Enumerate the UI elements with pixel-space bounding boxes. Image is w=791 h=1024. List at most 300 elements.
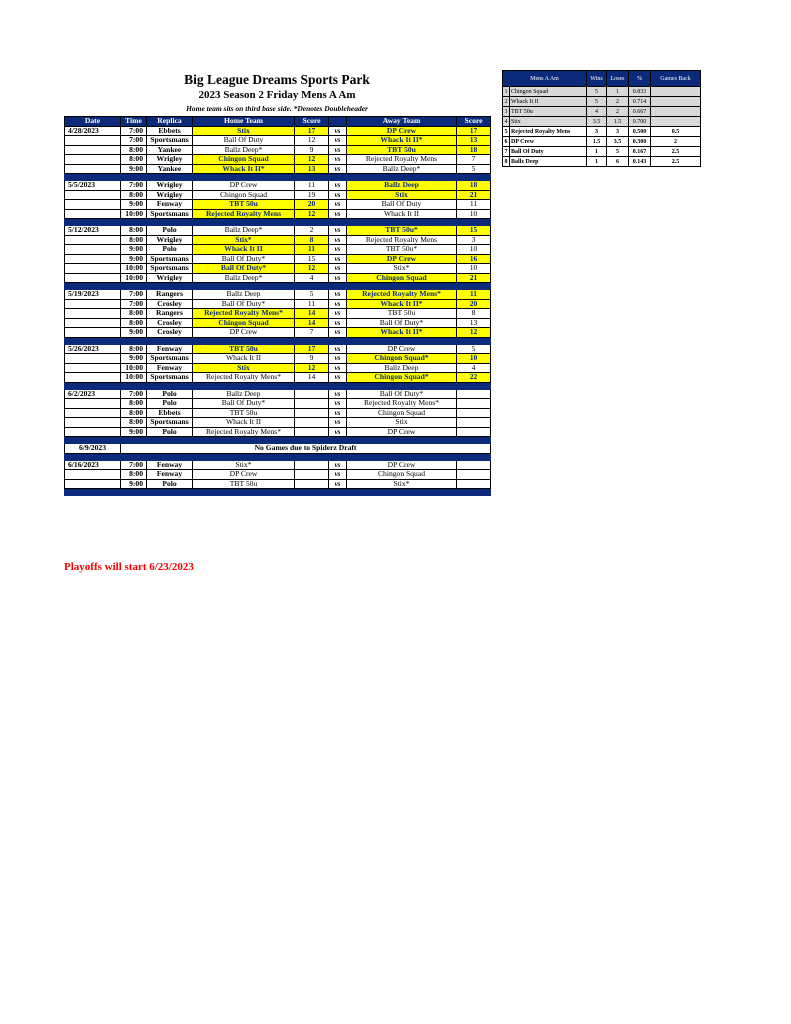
- home-score: 12: [295, 363, 329, 373]
- vs-label: vs: [329, 299, 347, 309]
- home-score: 13: [295, 164, 329, 174]
- separator-cell: [65, 174, 491, 181]
- away-team: TBT 50u*: [347, 245, 457, 255]
- standings-games-back: 2.5: [651, 147, 701, 157]
- col-date: Date: [65, 117, 121, 127]
- game-date: [65, 427, 121, 437]
- standings-pct: 0.143: [629, 157, 651, 167]
- standings-row: [503, 127, 701, 137]
- vs-label: vs: [329, 264, 347, 274]
- standings-row: [503, 147, 701, 157]
- game-date: [65, 399, 121, 409]
- table-row: [65, 181, 491, 191]
- standings-wins: 1: [587, 147, 607, 157]
- table-row: [65, 126, 491, 136]
- vs-label: vs: [329, 470, 347, 480]
- away-team: Whack It II*: [347, 299, 457, 309]
- game-replica: Yankee: [147, 164, 193, 174]
- standings-games-back: 2: [651, 137, 701, 147]
- standings-pct: 0.500: [629, 127, 651, 137]
- week-separator: [65, 283, 491, 290]
- home-team: Stix*: [193, 460, 295, 470]
- home-team: TBT 50u: [193, 479, 295, 489]
- standings-pct: 0.167: [629, 147, 651, 157]
- game-time: 8:00: [121, 155, 147, 165]
- standings-rank: 1: [504, 88, 508, 95]
- home-team: Rejected Royalty Mens: [193, 209, 295, 219]
- standings-row: [503, 107, 701, 117]
- game-replica: Sportsmans: [147, 373, 193, 383]
- home-team: TBT 50u: [193, 344, 295, 354]
- home-team: Rejected Royalty Mens*: [193, 427, 295, 437]
- away-score: 13: [457, 318, 491, 328]
- standings-row: [503, 117, 701, 127]
- table-row: [65, 264, 491, 274]
- away-score: 21: [457, 273, 491, 283]
- vs-label: vs: [329, 181, 347, 191]
- home-team: DP Crew: [193, 181, 295, 191]
- game-time: 9:00: [121, 479, 147, 489]
- vs-label: vs: [329, 245, 347, 255]
- game-date: [65, 299, 121, 309]
- game-date: [65, 254, 121, 264]
- game-replica: Wrigley: [147, 181, 193, 191]
- away-team: TBT 50u*: [347, 226, 457, 236]
- game-replica: Polo: [147, 226, 193, 236]
- standings-loses: 1.5: [607, 117, 629, 127]
- standings-rank: 2: [504, 98, 508, 105]
- standings-loses: 5: [607, 147, 629, 157]
- vs-label: vs: [329, 273, 347, 283]
- away-score: 20: [457, 299, 491, 309]
- table-row: [65, 418, 491, 428]
- game-date: [65, 479, 121, 489]
- table-row: [65, 309, 491, 319]
- standings-wins: 1: [587, 157, 607, 167]
- game-date: [65, 363, 121, 373]
- table-row: [65, 200, 491, 210]
- standings-loses: 2: [607, 97, 629, 107]
- standings-pct: 0.300: [629, 137, 651, 147]
- away-team: Chingon Squad: [347, 470, 457, 480]
- vs-label: vs: [329, 373, 347, 383]
- table-row: [65, 245, 491, 255]
- game-time: 8:00: [121, 470, 147, 480]
- game-time: 7:00: [121, 290, 147, 300]
- home-score: 5: [295, 290, 329, 300]
- table-row: [65, 389, 491, 399]
- away-team: Stix*: [347, 479, 457, 489]
- game-replica: Polo: [147, 479, 193, 489]
- page-subtitle: 2023 Season 2 Friday Mens A Am: [198, 89, 356, 101]
- standings-team: DP Crew: [510, 137, 587, 147]
- home-score: 14: [295, 373, 329, 383]
- home-team: Ballz Deep: [193, 290, 295, 300]
- game-replica: Fenway: [147, 344, 193, 354]
- standings-wins: 1.5: [587, 137, 607, 147]
- standings-row: [503, 87, 701, 97]
- home-score: 12: [295, 209, 329, 219]
- col-vs: [329, 117, 347, 127]
- home-team: Whack It II*: [193, 164, 295, 174]
- home-team: Ballz Deep: [193, 389, 295, 399]
- away-team: Chingon Squad: [347, 408, 457, 418]
- table-row: [65, 363, 491, 373]
- standings-wins: 4: [587, 107, 607, 117]
- vs-label: vs: [329, 190, 347, 200]
- home-team: Ballz Deep*: [193, 273, 295, 283]
- standings-rank: 5: [504, 128, 508, 135]
- vs-label: vs: [329, 344, 347, 354]
- table-row: [65, 470, 491, 480]
- standings-pct: 0.700: [629, 117, 651, 127]
- home-score: [295, 427, 329, 437]
- game-time: 9:00: [121, 354, 147, 364]
- home-team: Rejected Royalty Mens*: [193, 309, 295, 319]
- game-time: 7:00: [121, 181, 147, 191]
- away-score: 11: [457, 290, 491, 300]
- home-team: Ball Of Duty*: [193, 299, 295, 309]
- game-time: 8:00: [121, 318, 147, 328]
- standings-row: [503, 137, 701, 147]
- game-time: 9:00: [121, 254, 147, 264]
- game-replica: Sportsmans: [147, 209, 193, 219]
- standings-col-wins: Wins: [587, 71, 607, 87]
- standings-rank: 8: [504, 158, 508, 165]
- away-team: Stix: [347, 418, 457, 428]
- vs-label: vs: [329, 254, 347, 264]
- week-separator: [65, 337, 491, 344]
- away-score: [457, 479, 491, 489]
- col-away-score: Score: [457, 117, 491, 127]
- away-team: Chingon Squad: [347, 273, 457, 283]
- table-row: [65, 427, 491, 437]
- home-score: 12: [295, 155, 329, 165]
- table-row: [65, 209, 491, 219]
- vs-label: vs: [329, 309, 347, 319]
- standings-team: Stix: [510, 117, 587, 127]
- week-separator: [65, 437, 491, 444]
- vs-label: vs: [329, 363, 347, 373]
- schedule-header-row: [65, 117, 491, 127]
- home-team: Chingon Squad: [193, 190, 295, 200]
- home-score: 17: [295, 344, 329, 354]
- standings-team: Ballz Deep: [510, 157, 587, 167]
- vs-label: vs: [329, 408, 347, 418]
- home-score: 14: [295, 318, 329, 328]
- home-score: 15: [295, 254, 329, 264]
- away-team: DP Crew: [347, 460, 457, 470]
- game-replica: Polo: [147, 427, 193, 437]
- game-date: 6/2/2023: [65, 389, 121, 399]
- game-date: [65, 373, 121, 383]
- table-row: [65, 460, 491, 470]
- standings-col-loses: Loses: [607, 71, 629, 87]
- col-replica: Replica: [147, 117, 193, 127]
- standings-row: [503, 97, 701, 107]
- standings-table: [502, 70, 701, 167]
- standings-loses: 6: [607, 157, 629, 167]
- table-row: [65, 155, 491, 165]
- table-row: [65, 399, 491, 409]
- vs-label: vs: [329, 164, 347, 174]
- schedule-table: [64, 116, 491, 496]
- vs-label: vs: [329, 209, 347, 219]
- vs-label: vs: [329, 226, 347, 236]
- home-team: Chingon Squad: [193, 318, 295, 328]
- away-score: 8: [457, 309, 491, 319]
- home-team: Chingon Squad: [193, 155, 295, 165]
- away-score: [457, 418, 491, 428]
- home-score: 4: [295, 273, 329, 283]
- home-score: [295, 399, 329, 409]
- away-team: DP Crew: [347, 344, 457, 354]
- game-time: 10:00: [121, 264, 147, 274]
- game-date: 6/16/2023: [65, 460, 121, 470]
- away-score: 4: [457, 363, 491, 373]
- table-row: [65, 408, 491, 418]
- standings-team: TBT 50u: [510, 107, 587, 117]
- vs-label: vs: [329, 318, 347, 328]
- away-score: 3: [457, 235, 491, 245]
- game-date: [65, 155, 121, 165]
- away-team: Ballz Deep: [347, 363, 457, 373]
- home-team: DP Crew: [193, 470, 295, 480]
- game-replica: Ebbets: [147, 408, 193, 418]
- home-score: 17: [295, 126, 329, 136]
- vs-label: vs: [329, 155, 347, 165]
- week-separator: [65, 174, 491, 181]
- game-date: 5/5/2023: [65, 181, 121, 191]
- standings-games-back: [651, 117, 701, 127]
- standings-pct: 0.714: [629, 97, 651, 107]
- vs-label: vs: [329, 354, 347, 364]
- away-team: Rejected Royalty Mens*: [347, 290, 457, 300]
- standings-games-back: [651, 87, 701, 97]
- standings-games-back: [651, 107, 701, 117]
- game-time: 7:00: [121, 136, 147, 146]
- game-replica: Fenway: [147, 460, 193, 470]
- away-team: Whack It II*: [347, 136, 457, 146]
- away-score: [457, 389, 491, 399]
- home-score: 20: [295, 200, 329, 210]
- separator-cell: [65, 337, 491, 344]
- week-separator: [65, 489, 491, 496]
- game-time: 8:00: [121, 190, 147, 200]
- header-note: Home team sits on third base side. *Denotes Doubleheader: [186, 104, 368, 113]
- game-date: [65, 136, 121, 146]
- away-team: Whack It II*: [347, 328, 457, 338]
- home-score: 9: [295, 145, 329, 155]
- home-team: TBT 50u: [193, 200, 295, 210]
- game-date: [65, 273, 121, 283]
- home-team: Ballz Deep*: [193, 145, 295, 155]
- separator-cell: [65, 489, 491, 496]
- schedule-body: [65, 126, 491, 496]
- game-replica: Wrigley: [147, 273, 193, 283]
- game-replica: Sportsmans: [147, 354, 193, 364]
- vs-label: vs: [329, 145, 347, 155]
- table-row: [65, 479, 491, 489]
- away-score: 13: [457, 136, 491, 146]
- away-team: Rejected Royalty Mens*: [347, 399, 457, 409]
- standings-row: [503, 157, 701, 167]
- home-team: DP Crew: [193, 328, 295, 338]
- standings-team: Ball Of Duty: [510, 147, 587, 157]
- game-replica: Wrigley: [147, 190, 193, 200]
- away-team: Whack It II: [347, 209, 457, 219]
- table-row: [65, 299, 491, 309]
- away-score: 10: [457, 245, 491, 255]
- vs-label: vs: [329, 389, 347, 399]
- standings-loses: 3: [607, 127, 629, 137]
- vs-label: vs: [329, 136, 347, 146]
- week-message-row: [65, 444, 491, 454]
- game-date: [65, 418, 121, 428]
- away-team: Rejected Royalty Mens: [347, 155, 457, 165]
- table-row: [65, 164, 491, 174]
- game-date: 6/9/2023: [65, 444, 121, 454]
- game-time: 8:00: [121, 399, 147, 409]
- away-score: 15: [457, 226, 491, 236]
- home-team: Ball Of Duty: [193, 136, 295, 146]
- table-row: [65, 226, 491, 236]
- home-score: [295, 389, 329, 399]
- game-date: [65, 470, 121, 480]
- away-team: TBT 50u: [347, 309, 457, 319]
- game-time: 8:00: [121, 418, 147, 428]
- away-score: 22: [457, 373, 491, 383]
- vs-label: vs: [329, 290, 347, 300]
- home-score: 12: [295, 136, 329, 146]
- game-replica: Wrigley: [147, 155, 193, 165]
- away-team: TBT 50u: [347, 145, 457, 155]
- game-date: [65, 145, 121, 155]
- standings-wins: 5: [587, 97, 607, 107]
- col-home-score: Score: [295, 117, 329, 127]
- week-message: No Games due to Spiderz Draft: [121, 444, 491, 454]
- standings-games-back: [651, 97, 701, 107]
- game-date: [65, 318, 121, 328]
- away-team: Ballz Deep: [347, 181, 457, 191]
- standings-title: Mens A Am: [503, 71, 587, 87]
- game-replica: Crosley: [147, 328, 193, 338]
- table-row: [65, 145, 491, 155]
- vs-label: vs: [329, 460, 347, 470]
- away-score: 16: [457, 254, 491, 264]
- game-time: 7:00: [121, 389, 147, 399]
- standings-rank: 6: [504, 138, 508, 145]
- away-score: [457, 460, 491, 470]
- game-date: 5/12/2023: [65, 226, 121, 236]
- game-replica: Sportsmans: [147, 264, 193, 274]
- separator-cell: [65, 283, 491, 290]
- home-score: 8: [295, 235, 329, 245]
- game-replica: Fenway: [147, 363, 193, 373]
- home-score: [295, 408, 329, 418]
- away-score: 11: [457, 200, 491, 210]
- standings-pct: 0.833: [629, 87, 651, 97]
- game-date: [65, 354, 121, 364]
- standings-wins: 5: [587, 87, 607, 97]
- table-row: [65, 290, 491, 300]
- game-time: 7:00: [121, 299, 147, 309]
- standings-wins: 3.5: [587, 117, 607, 127]
- table-row: [65, 254, 491, 264]
- game-time: 10:00: [121, 273, 147, 283]
- game-replica: Fenway: [147, 200, 193, 210]
- home-team: Whack It II: [193, 418, 295, 428]
- standings-team: Whack It II: [510, 97, 587, 107]
- home-score: 2: [295, 226, 329, 236]
- game-time: 7:00: [121, 460, 147, 470]
- standings-pct: 0.667: [629, 107, 651, 117]
- game-replica: Crosley: [147, 299, 193, 309]
- game-replica: Wrigley: [147, 235, 193, 245]
- game-replica: Polo: [147, 399, 193, 409]
- away-team: DP Crew: [347, 126, 457, 136]
- home-team: Whack It II: [193, 245, 295, 255]
- home-team: Stix: [193, 126, 295, 136]
- vs-label: vs: [329, 328, 347, 338]
- game-date: [65, 408, 121, 418]
- table-row: [65, 190, 491, 200]
- away-score: 10: [457, 264, 491, 274]
- game-date: [65, 328, 121, 338]
- game-replica: Fenway: [147, 470, 193, 480]
- separator-cell: [65, 453, 491, 460]
- away-score: [457, 470, 491, 480]
- game-replica: Sportsmans: [147, 254, 193, 264]
- away-score: 17: [457, 126, 491, 136]
- col-time: Time: [121, 117, 147, 127]
- table-row: [65, 273, 491, 283]
- away-team: Rejected Royalty Mens: [347, 235, 457, 245]
- vs-label: vs: [329, 427, 347, 437]
- away-score: [457, 399, 491, 409]
- game-date: [65, 245, 121, 255]
- away-score: 5: [457, 344, 491, 354]
- away-score: 5: [457, 164, 491, 174]
- standings-col-games-back: Games Back: [651, 71, 701, 87]
- standings-wins: 3: [587, 127, 607, 137]
- home-score: 9: [295, 354, 329, 364]
- vs-label: vs: [329, 418, 347, 428]
- home-team: Ball Of Duty*: [193, 254, 295, 264]
- table-row: [65, 373, 491, 383]
- game-time: 8:00: [121, 408, 147, 418]
- away-team: Ball Of Duty: [347, 200, 457, 210]
- game-replica: Sportsmans: [147, 136, 193, 146]
- game-date: [65, 200, 121, 210]
- vs-label: vs: [329, 235, 347, 245]
- game-date: [65, 235, 121, 245]
- away-team: Stix*: [347, 264, 457, 274]
- home-score: [295, 460, 329, 470]
- home-score: [295, 479, 329, 489]
- standings-team: Chingon Squad: [510, 87, 587, 97]
- standings-header-row: [503, 71, 701, 87]
- table-row: [65, 318, 491, 328]
- standings-loses: 3.5: [607, 137, 629, 147]
- table-row: [65, 235, 491, 245]
- home-score: [295, 470, 329, 480]
- game-replica: Polo: [147, 389, 193, 399]
- away-score: 7: [457, 155, 491, 165]
- home-score: 11: [295, 181, 329, 191]
- away-score: 21: [457, 190, 491, 200]
- table-row: [65, 344, 491, 354]
